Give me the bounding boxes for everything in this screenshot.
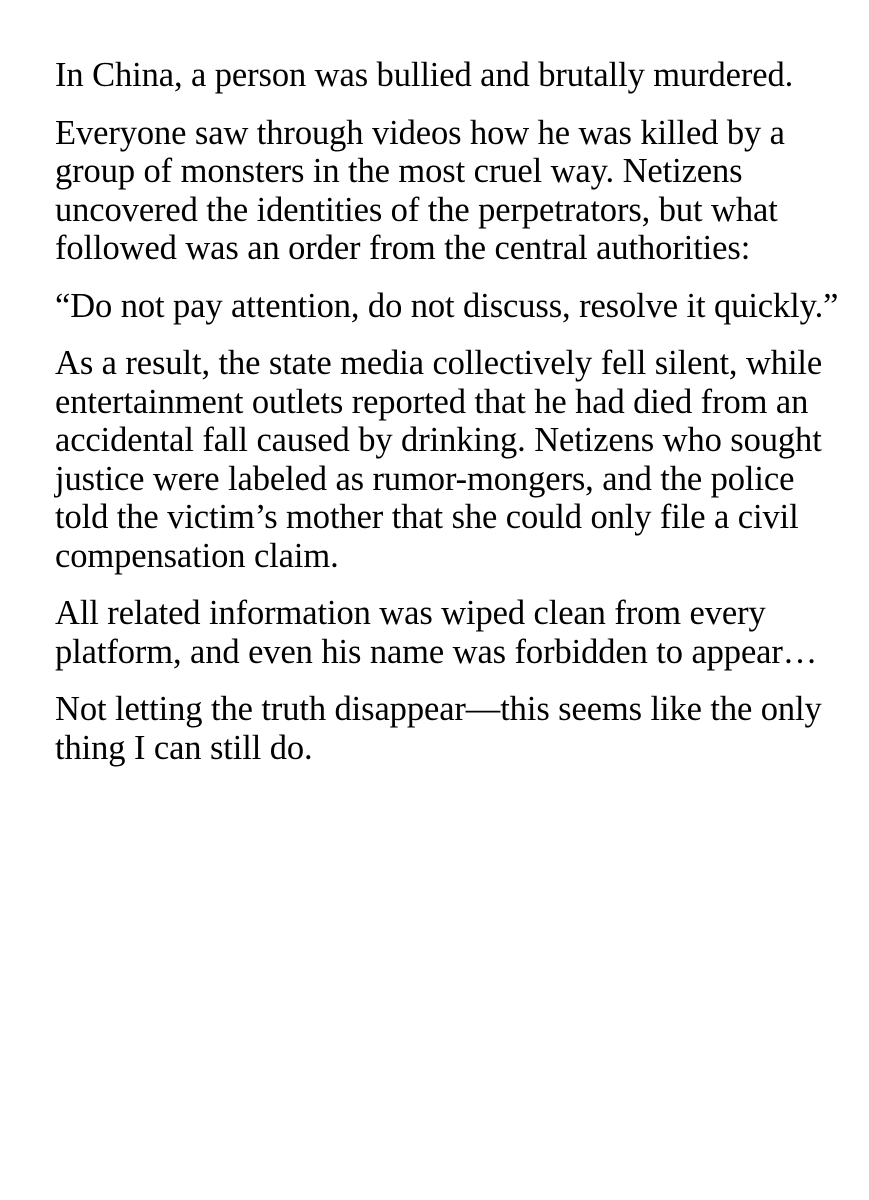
document-body	[55, 56, 845, 786]
paragraph-6: Not letting the truth disappear—this seems like the only thing I can still do.	[55, 690, 822, 767]
paragraph-2: Everyone saw through videos how he was killed by a group of monsters in the most cruel way. Netizens uncovered the identities of the perpetrators, but what followed was an order from the central authorities:	[55, 113, 785, 267]
paragraph-4: As a result, the state media collectively fell silent, while entertainment outlets reported that he had died from an accidental fall caused by drinking. Netizens who sought justice were labeled as rumor-mongers, and the police told the victim’s mother that she could only file a civil compensation claim.	[55, 344, 823, 575]
paragraph-5: All related information was wiped clean from every platform, and even his name was forbidden to appear…	[55, 594, 818, 671]
paragraph-1: In China, a person was bullied and brutally murdered.	[55, 56, 794, 94]
paragraph-3: “Do not pay attention, do not discuss, resolve it quickly.”	[55, 286, 839, 325]
